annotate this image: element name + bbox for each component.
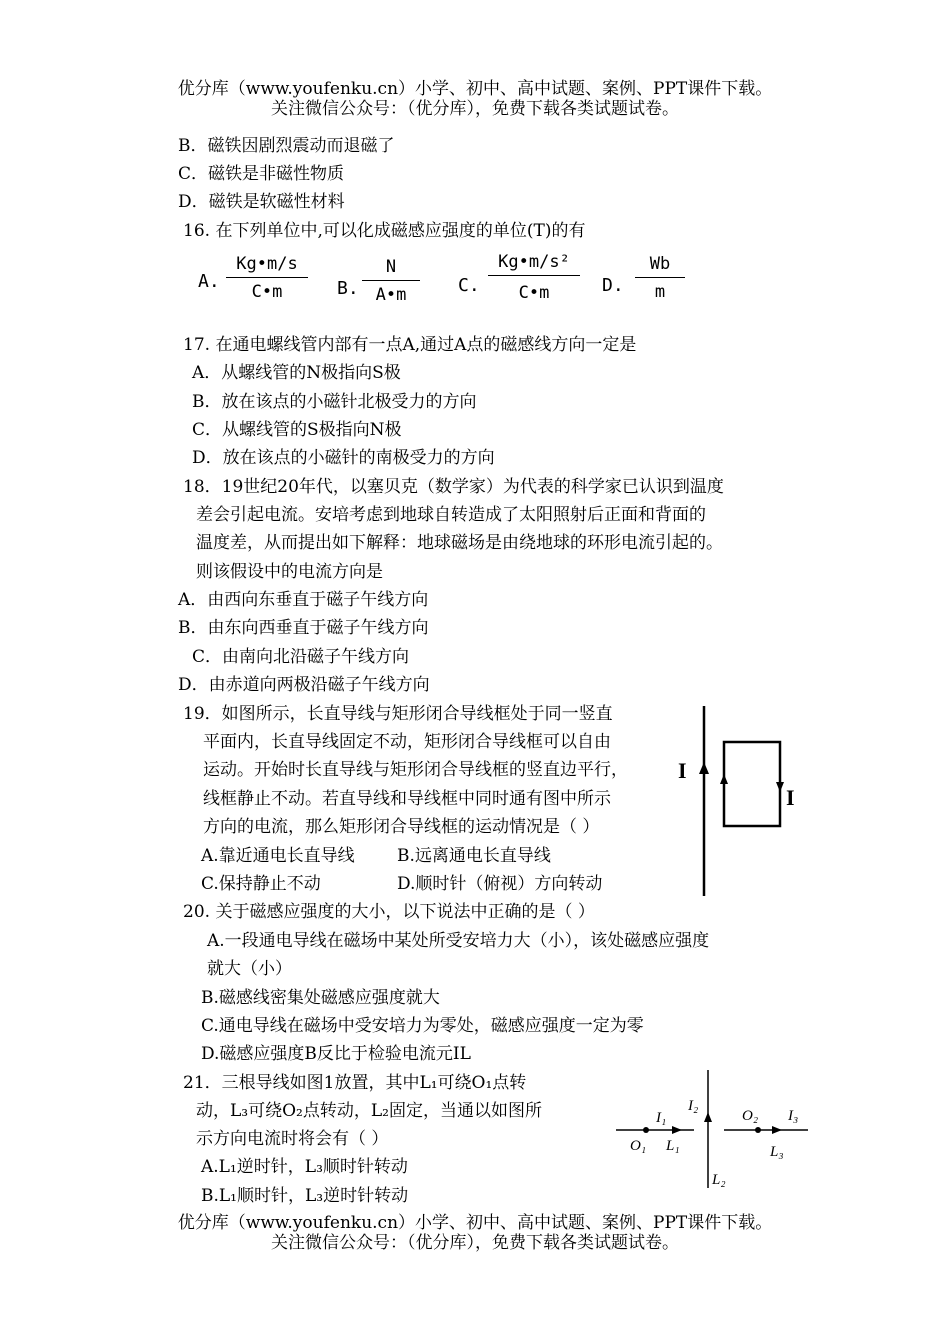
q21-label-o2: O₂ [742,1108,759,1124]
q21-l1-arrow-icon [672,1126,682,1134]
q17-option-c: C．从螺线管的S极指向N极 [192,420,402,440]
q19-stem-line-1: 19．如图所示，长直导线与矩形闭合导线框处于同一竖直 [183,704,613,724]
q21-figure [612,1066,812,1192]
q20-option-a-line-2: 就大（小） [207,959,292,979]
q16-option-d-numerator: Wb [649,254,671,274]
q16-option-c-numerator: Kg•m/s² [498,252,570,272]
footer-line-2: 关注微信公众号：（优分库），免费下载各类试题试卷。 [271,1233,679,1253]
q21-label-l2: L₂ [712,1172,726,1188]
q18-stem-line-2: 差会引起电流。安培考虑到地球自转造成了太阳照射后正面和背面的 [196,505,706,525]
q16-option-a-denominator: C•m [226,277,308,302]
q21-label-l3: L₃ [770,1144,784,1160]
q17-stem: 17. 在通电螺线管内部有一点A,通过A点的磁感线方向一定是 [183,335,637,355]
q18-option-c: C．由南向北沿磁子午线方向 [192,647,410,667]
q19-stem-line-2: 平面内，长直导线固定不动，矩形闭合导线框可以自由 [203,732,611,752]
q21-pivot-o1 [643,1127,649,1133]
q18-option-b: B．由东向西垂直于磁子午线方向 [178,618,429,638]
q17-option-b: B．放在该点的小磁针北极受力的方向 [192,392,477,412]
q21-stem-line-3: 示方向电流时将会有（ ） [196,1129,389,1149]
q18-stem-line-4: 则该假设中的电流方向是 [196,562,383,582]
q21-option-b: B.L₁顺时针，L₃逆时针转动 [201,1186,409,1206]
q17-option-a: A．从螺线管的N极指向S极 [192,363,401,383]
q21-stem-line-2: 动，L₃可绕O₂点转动，L₂固定，当通以如图所 [196,1101,542,1121]
q19-loop-current-label: I [786,785,795,810]
q16-option-b-fraction [362,257,420,305]
q16-option-b-numerator: N [385,257,397,277]
q19-wire-arrow-icon [699,762,709,774]
q21-stem-line-1: 21．三根导线如图1放置，其中L₁可绕O₁点转 [183,1073,527,1093]
footer-line-1: 优分库（www.youfenku.cn）小学、初中、高中试题、案例、PPT课件下载。 [177,1213,773,1233]
q16-option-a-fraction [226,254,308,302]
q19-stem-line-5: 方向的电流，那么矩形闭合导线框的运动情况是（ ） [203,817,600,837]
q20-stem: 20. 关于磁感应强度的大小，以下说法中正确的是（ ） [183,902,595,922]
q19-stem-line-3: 运动。开始时长直导线与矩形闭合导线框的竖直边平行， [203,760,628,780]
q16-option-b-label: B. [337,278,359,299]
header-line-1: 优分库（www.youfenku.cn）小学、初中、高中试题、案例、PPT课件下载。 [177,79,773,99]
q19-option-a: A.靠近通电长直导线 [201,846,355,866]
q19-rectangular-loop [724,742,780,826]
q15-option-d: D．磁铁是软磁性材料 [178,192,345,212]
q16-option-a-label: A. [198,271,220,292]
q19-option-b: B.远离通电长直导线 [397,846,551,866]
q18-stem-line-3: 温度差，从而提出如下解释：地球磁场是由绕地球的环形电流引起的。 [196,533,723,553]
header-line-2: 关注微信公众号：（优分库），免费下载各类试题试卷。 [271,99,679,119]
q21-l3-arrow-icon [772,1126,782,1134]
q20-option-a-line-1: A.一段通电导线在磁场中某处所受安培力大（小），该处磁感应强度 [207,931,710,951]
q19-loop-up-arrow-icon [720,774,728,784]
q20-option-d: D.磁感应强度B反比于检验电流元IL [201,1044,471,1064]
q16-stem: 16. 在下列单位中,可以化成磁感应强度的单位(T)的有 [183,221,586,241]
q19-option-d: D.顺时针（俯视）方向转动 [397,874,603,894]
q21-option-a: A.L₁逆时针，L₃顺时针转动 [201,1157,408,1177]
q16-option-a-numerator: Kg•m/s [236,254,298,274]
q19-figure [670,700,810,900]
q21-l2-arrow-icon [704,1112,712,1122]
q21-label-i3: I₃ [788,1108,799,1124]
q16-option-b-denominator: A•m [362,280,420,305]
q21-label-i1: I₁ [656,1110,667,1126]
q21-label-l1: L₁ [666,1138,680,1154]
q20-option-c: C.通电导线在磁场中受安培力为零处，磁感应强度一定为零 [201,1016,644,1036]
q18-option-a: A．由西向东垂直于磁子午线方向 [178,590,429,610]
q18-stem-line-1: 18．19世纪20年代，以塞贝克（数学家）为代表的科学家已认识到温度 [183,477,724,497]
q19-option-c: C.保持静止不动 [201,874,321,894]
q15-option-b: B．磁铁因剧烈震动而退磁了 [178,136,395,156]
q18-option-d: D．由赤道向两极沿磁子午线方向 [178,675,430,695]
q21-label-i2: I₂ [688,1098,699,1114]
q17-option-d: D．放在该点的小磁针的南极受力的方向 [192,448,495,468]
q16-option-c-fraction [488,252,580,303]
q21-label-o1: O₁ [630,1138,647,1154]
q16-option-c-denominator: C•m [488,275,580,303]
q16-option-d-label: D. [602,275,624,296]
q16-option-d-denominator: m [635,277,685,302]
q16-option-c-label: C. [458,275,480,296]
q19-loop-down-arrow-icon [776,782,784,792]
q16-option-d-fraction [635,254,685,302]
q19-stem-line-4: 线框静止不动。若直导线和导线框中同时通有图中所示 [203,789,611,809]
q19-wire-current-label: I [678,758,687,783]
q21-pivot-o2 [755,1127,761,1133]
q20-option-b: B.磁感线密集处磁感应强度就大 [201,988,440,1008]
q15-option-c: C．磁铁是非磁性物质 [178,164,345,184]
